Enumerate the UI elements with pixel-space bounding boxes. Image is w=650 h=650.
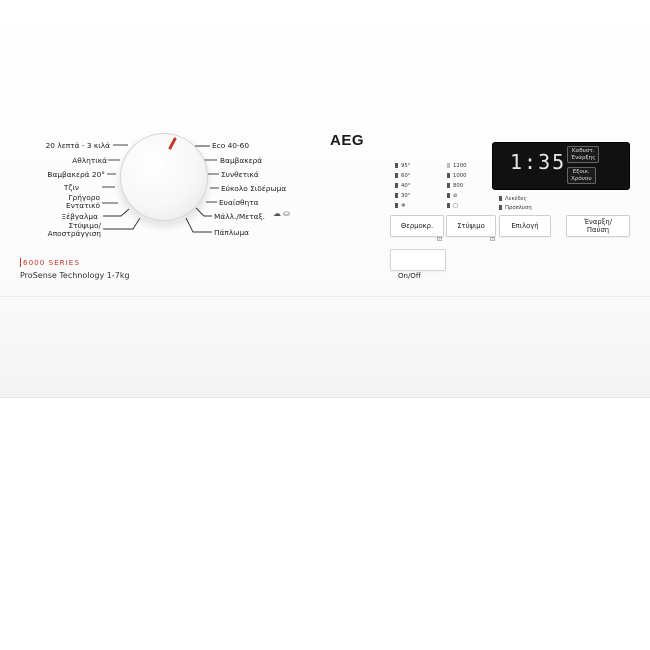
start-pause-button[interactable]: Έναρξη/ Παύση	[566, 215, 630, 237]
program-spin-drain: Στύψιμο/ Αποστράγγιση	[47, 221, 101, 238]
led-icon	[447, 183, 450, 188]
wool-icon: ⛀	[283, 209, 290, 218]
program-cotton-20: Βαμβακερά 20°	[47, 170, 105, 179]
temp-30-indicator: 30°	[395, 193, 410, 199]
spin-800-indicator: 800	[447, 183, 463, 189]
delay-start-button[interactable]: Καθυστ. Έναρξης	[567, 146, 599, 163]
led-icon	[395, 183, 398, 188]
brand-logo: AEG	[330, 132, 365, 149]
program-easy-iron: Εύκολο Σιδέρωμα	[221, 184, 287, 193]
led-icon	[447, 173, 450, 178]
program-rinse: Ξέβγαλμα	[61, 212, 98, 221]
program-eco-40-60: Eco 40-60	[212, 141, 250, 150]
program-jeans: Τζιν	[63, 183, 79, 192]
no-spin-indicator	[447, 193, 457, 199]
temp-40-indicator: 40°	[395, 183, 410, 189]
spin-1200-indicator: 1200	[447, 163, 466, 169]
time-save-button[interactable]: Εξοικ. Χρόνου	[567, 167, 596, 184]
technology-label: ProSense Technology 1-7kg	[20, 271, 130, 280]
program-quick-intensive: Γρήγορο Εντατικό	[66, 193, 100, 210]
led-icon	[447, 203, 450, 208]
no-spin-icon: ⊘	[453, 193, 458, 199]
temp-lock-icon: ⊡	[437, 236, 443, 243]
temp-60-indicator: 60°	[395, 173, 410, 179]
temp-cold-indicator	[395, 203, 405, 209]
machine-body	[0, 398, 650, 650]
program-wool-silk: Μάλλ./Μεταξ.	[214, 212, 265, 221]
program-delicates: Ευαίσθητα	[219, 198, 259, 207]
spin-lock-icon: ⊡	[490, 236, 496, 243]
panel-seam	[0, 296, 650, 297]
program-20min-3kg: 20 λεπτά - 3 κιλά	[45, 141, 110, 150]
program-synthetics: Συνθετικά	[221, 170, 259, 179]
series-label: 6000 SERIES	[20, 258, 80, 267]
led-icon	[447, 163, 450, 168]
spin-button[interactable]: Στύψιμο	[446, 215, 496, 237]
program-selector-dial[interactable]	[120, 133, 208, 221]
led-icon	[395, 203, 398, 208]
power-button[interactable]	[390, 249, 446, 271]
option-prewash-indicator: Πρόπλυση	[499, 205, 532, 211]
program-sports: Αθλητικά	[72, 156, 107, 165]
drain-indicator	[447, 203, 458, 209]
time-readout: 1:35	[510, 150, 567, 174]
temp-95-indicator: 95°	[395, 163, 410, 169]
led-icon	[499, 196, 502, 201]
hand-wash-icon: ☁	[273, 209, 281, 218]
led-icon	[395, 193, 398, 198]
program-duvet: Πάπλωμα	[214, 228, 250, 237]
led-icon	[447, 193, 450, 198]
program-cotton: Βαμβακερά	[220, 156, 263, 165]
led-icon	[395, 163, 398, 168]
option-button[interactable]: Επιλογή	[499, 215, 551, 237]
led-icon	[499, 205, 502, 210]
option-stains-indicator: Λεκέδες	[499, 196, 527, 202]
snowflake-icon: ❄	[401, 203, 406, 209]
led-icon	[395, 173, 398, 178]
temperature-button[interactable]: Θερμοκρ.	[390, 215, 444, 237]
drain-icon: ▢	[453, 203, 459, 209]
spin-1000-indicator: 1000	[447, 173, 466, 179]
power-label: On/Off	[398, 272, 421, 280]
